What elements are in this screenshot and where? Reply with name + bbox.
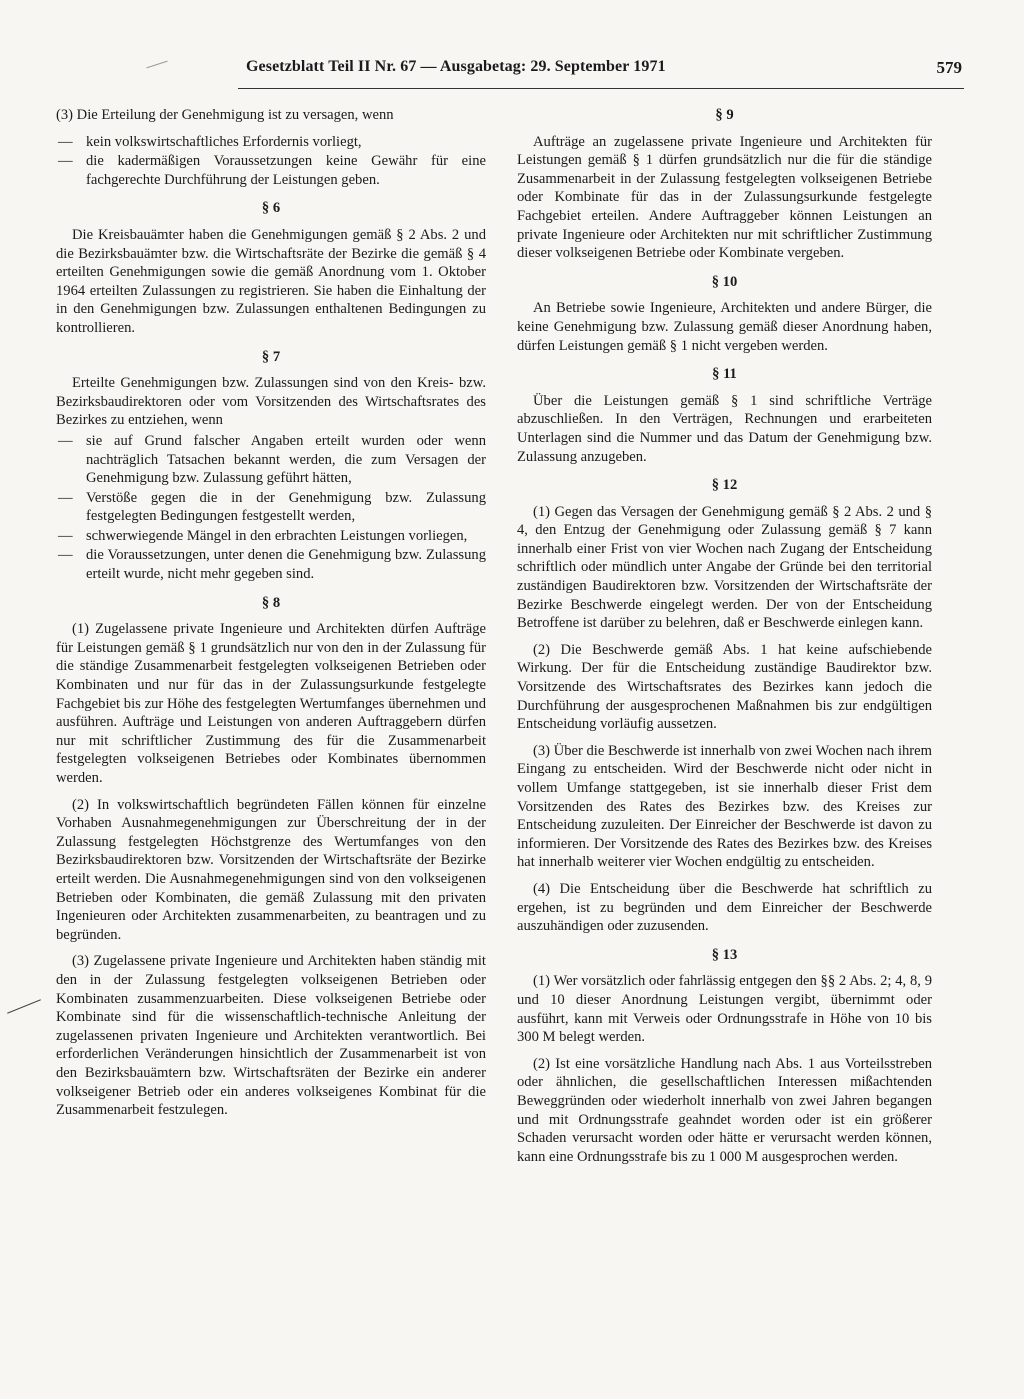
s12-p1: (1) Gegen das Versagen der Genehmigung gemäß § 2 Abs. 2 und § 4, den Entzug der Genehmigung oder Zulassung gemäß § 7 kann innerhalb einer Frist von vier Wochen nach Zugang der Entscheidung schriftlich oder mündlich unter Angabe der Gründe bei den territorial zuständigen Baudirektoren bzw. Vorsitzenden der Wirtschaftsräte der Bezirke Beschwerde eingelegt werden. Der von der Entscheidung Betroffene ist darüber zu belehren, daß er Beschwerde einlegen kann. [517, 503, 932, 632]
s8-p3: (3) Zugelassene private Ingenieure und Architekten haben ständig mit den in der Zulassung festgelegten volkseigenen Betrieben oder Kombinaten zusammenzuarbeiten. Diese volkseigenen Betriebe oder Kombinate sind für die wissenschaftlich-technische Anleitung der zugelassenen privaten Ingenieure und Architekten verantwortlich. Bei erforderlichen Veränderungen hinsichtlich der Zusammenarbeit ist von den Bezirksbauämtern bzw. Wirtschaftsräten der Bezirke ein anderer volkseigener Betrieb oder ein anderes volkseigenes Kombinat für die Zusammenarbeit festzulegen. [56, 953, 486, 1119]
s12-p2: (2) Die Beschwerde gemäß Abs. 1 hat keine aufschiebende Wirkung. Der für die Entscheidung zuständige Baudirektor bzw. Vorsitzende des Wirtschaftsrates des Bezirkes kann jedoch die Durchführung der ausgesprochenen Maßnahmen bis zur endgültigen Entscheidung vorläufig aussetzen. [517, 641, 932, 733]
section-heading-12: § 12 [711, 477, 738, 494]
s7-intro: Erteilte Genehmigungen bzw. Zulassungen sind von den Kreis- bzw. Bezirksbaudirektoren oder vom Vorsitzenden des Wirtschaftsrates des Bezirkes zu entziehen, wenn [56, 375, 486, 429]
s8-p2: (2) In volkswirtschaftlich begründeten Fällen können für einzelne Vorhaben Ausnahmegenehmigungen zur Überschreitung der in der Zulassung festgelegten Höchstgrenze des Wertumfanges von den Bezirksbaudirektoren bzw. Vorsitzenden der Wirtschaftsräte der Bezirke erteilt werden. Die Ausnahmegenehmigungen sind von den volkseigenen Betrieben oder Kombinaten, die gemäß Zulassung mit den privaten Ingenieuren oder Architekten zusammenarbeiten, zu beantragen und zu begründen. [56, 796, 486, 943]
section-heading-6: § 6 [261, 200, 281, 217]
section-heading-10: § 10 [711, 273, 738, 290]
list-item: — schwerwiegende Mängel in den erbrachten Leistungen vorliegen, [58, 527, 468, 544]
left-column [56, 106, 486, 1128]
s6-text: Die Kreisbauämter haben die Genehmigungen gemäß § 2 Abs. 2 und die Bezirksbauämter bzw. die Wirtschaftsräte der Bezirke die gemäß § 4 erteilten Genehmigungen sowie die gemäß Anordnung vom 1. Oktober 1964 erteilten Zulassungen zu registrieren. Sie haben die Einhaltung der in den Genehmigungen bzw. Zulassungen enthaltenen Bedingungen zu kontrollieren. [56, 226, 486, 336]
list-item: — die kadermäßigen Voraussetzungen keine Gewähr für eine fachgerechte Durchführung der Leistungen geben. [58, 153, 486, 188]
s12-p3: (3) Über die Beschwerde ist innerhalb von zwei Wochen nach ihrem Eingang zu entscheiden. Wird der Beschwerde nicht oder nicht in vollem Umfange stattgegeben, ist sie innerhalb dieser Frist dem Vorsitzenden des Rates des Bezirkes bzw. des Kreises zur Entscheidung zuzuleiten. Der Einreicher der Beschwerde ist davon zu informieren. Der Vorsitzende des Rates des Bezirkes bzw. des Kreises hat innerhalb weiterer vier Wochen endgültig zu entscheiden. [517, 742, 932, 871]
list-item: — sie auf Grund falscher Angaben erteilt wurden oder wenn nachträglich Tatsachen bekannt werden, die zum Versagen der Genehmigung bzw. Zulassung geführt hätten, [58, 432, 486, 487]
header-rule [238, 88, 964, 89]
page-number: 579 [936, 58, 962, 77]
section-heading-7: § 7 [261, 348, 281, 365]
margin-stroke-mark [7, 999, 41, 1013]
section-heading-11: § 11 [712, 366, 737, 383]
s10-text: An Betriebe sowie Ingenieure, Architekten und andere Bürger, die keine Genehmigung bzw. Zulassung gemäß dieser Anordnung haben, dürfen Leistungen gemäß § 1 nicht vergeben werden. [517, 300, 932, 354]
section-heading-9: § 9 [715, 107, 734, 123]
s5-p3-intro: (3) Die Erteilung der Genehmigung ist zu versagen, wenn [56, 107, 394, 123]
list-item: — kein volkswirtschaftliches Erfordernis vorliegt, [58, 133, 362, 150]
pencil-mark [146, 61, 167, 69]
s8-p1: (1) Zugelassene private Ingenieure und Architekten dürfen Aufträge für Leistungen gemäß § 1 grundsätzlich nur von den in der Zulassung für die ständige Zusammenarbeit festgelegten volkseigenen Betrieben oder Kombinaten und nur für das in der Zulassungsurkunde festgelegte Fachgebiet bis zur Höhe des festgelegten Wertumfanges übernehmen und ausführen. Aufträge und Leistungen von anderen Auftraggebern dürfen nur mit schriftlicher Zustimmung des für die Zusammenarbeit festgelegten volkseigenen Betriebes oder Kombinates übernommen werden. [56, 621, 486, 786]
list-item: — die Voraussetzungen, unter denen die Genehmigung bzw. Zulassung erteilt wurde, nicht mehr gegeben sind. [58, 547, 486, 583]
right-column [517, 106, 932, 1174]
s11-text: Über die Leistungen gemäß § 1 sind schriftliche Verträge abzuschließen. In den Verträgen, Rechnungen und erarbeiteten Unterlagen sind die Nummer und das Datum der Genehmigung bzw. Zulassung anzugeben. [517, 392, 932, 465]
s9-text: Aufträge an zugelassene private Ingenieure und Architekten für Leistungen gemäß § 1 dürfen grundsätzlich nur die für die ständige Zusammenarbeit in der Zulassung festgelegten volkseigenen Betriebe oder Kombinate für das in der Zulassungsurkunde festgelegte Fachgebiet erteilen. Andere Auftraggeber können Leistungen an private Ingenieure oder Architekten nur mit schriftlicher Zustimmung dieser volkseigenen Betriebe oder Kombinate vergeben. [517, 133, 932, 262]
s13-p1: (1) Wer vorsätzlich oder fahrlässig entgegen den §§ 2 Abs. 2; 4, 8, 9 und 10 dieser Anordnung Leistungen vergibt, übernimmt oder ausführt, kann mit Verweis oder Ordnungsstrafe in Höhe von 10 bis 300 M belegt werden. [517, 973, 932, 1046]
section-heading-8: § 8 [261, 594, 281, 611]
s12-p4: (4) Die Entscheidung über die Beschwerde hat schriftlich zu ergehen, ist zu begründen und dem Einreicher der Beschwerde auszuhändigen oder zuzusenden. [517, 880, 932, 935]
header-title: Gesetzblatt Teil II Nr. 67 — Ausgabetag: 29. September 1971 [246, 58, 666, 75]
list-item: — Verstöße gegen die in der Genehmigung bzw. Zulassung festgelegten Bedingungen festgestellt werden, [58, 489, 486, 525]
s13-p2: (2) Ist eine vorsätzliche Handlung nach Abs. 1 aus Vorteilsstreben oder ähnlichen, die gesellschaftlichen Interessen mißachtenden Beweggründen oder wiederholt innerhalb von zwei Jahren begangen und mit Ordnungsstrafe geahndet worden oder ist ein größerer Schaden verursacht worden oder hätte er verursacht werden können, kann eine Ordnungsstrafe bis zu 1 000 M ausgesprochen werden. [517, 1055, 932, 1165]
section-heading-13: § 13 [711, 946, 738, 963]
